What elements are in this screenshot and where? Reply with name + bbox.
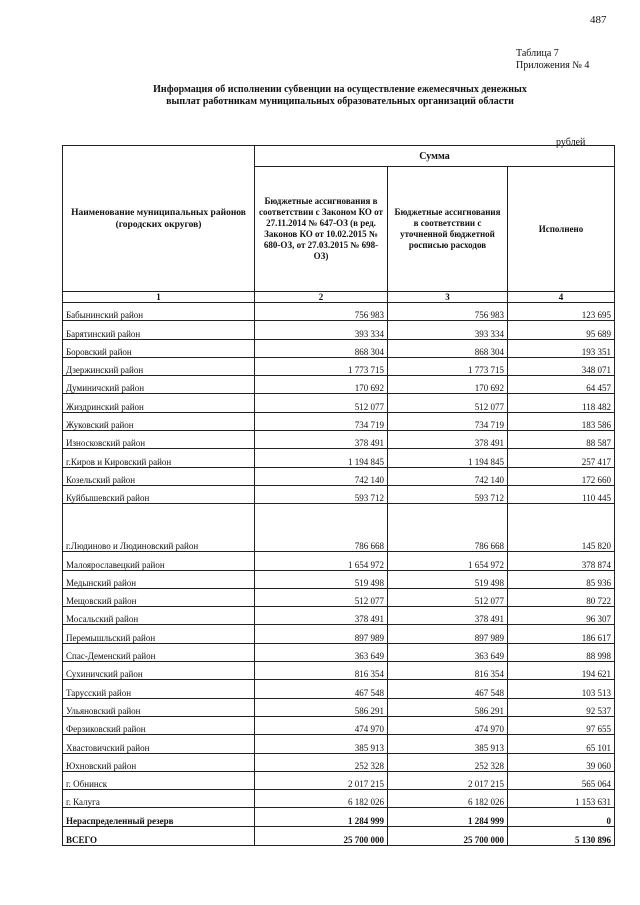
table-row — [63, 412, 615, 430]
table-row — [63, 449, 615, 467]
district-name-cell: Медынский район — [63, 570, 255, 588]
refined-allocation-cell: 868 304 — [388, 339, 508, 357]
executed-cell: 96 307 — [508, 607, 615, 625]
district-name-cell: Перемышльский район — [63, 625, 255, 643]
district-name-cell: г. Обнинск — [63, 771, 255, 789]
district-name-cell: г.Людиново и Людиновский район — [63, 504, 255, 552]
executed-cell: 123 695 — [508, 303, 615, 321]
district-name-cell: Спас-Деменский район — [63, 643, 255, 661]
subvention-table — [62, 145, 615, 846]
refined-allocation-cell: 786 668 — [388, 504, 508, 552]
refined-allocation-cell: 385 913 — [388, 735, 508, 753]
executed-cell: 145 820 — [508, 504, 615, 552]
table-ref-line1: Таблица 7 — [516, 48, 559, 59]
executed-cell: 193 351 — [508, 339, 615, 357]
district-name-cell: Думиничский район — [63, 376, 255, 394]
total-row — [63, 826, 615, 845]
table-row — [63, 607, 615, 625]
law-allocation-cell: 868 304 — [255, 339, 388, 357]
table-row — [63, 376, 615, 394]
reserve-row — [63, 808, 615, 826]
law-allocation-cell: 1 654 972 — [255, 552, 388, 570]
table-row — [63, 431, 615, 449]
law-allocation-cell: 756 983 — [255, 303, 388, 321]
refined-allocation-cell: 1 773 715 — [388, 357, 508, 375]
refined-allocation-cell: 6 182 026 — [388, 790, 508, 808]
column-index-row — [63, 292, 615, 303]
refined-allocation-cell: 170 692 — [388, 376, 508, 394]
refined-allocation-cell: 512 077 — [388, 394, 508, 412]
district-name-cell: Барятинский район — [63, 321, 255, 339]
executed-cell: 194 621 — [508, 662, 615, 680]
law-allocation-cell: 512 077 — [255, 394, 388, 412]
executed-cell: 65 101 — [508, 735, 615, 753]
executed-cell: 64 457 — [508, 376, 615, 394]
executed-cell: 95 689 — [508, 321, 615, 339]
executed-cell: 85 936 — [508, 570, 615, 588]
executed-cell: 80 722 — [508, 588, 615, 606]
law-allocation-cell: 593 712 — [255, 485, 388, 503]
refined-allocation-cell: 467 548 — [388, 680, 508, 698]
executed-cell: 97 655 — [508, 716, 615, 734]
law-allocation-cell: 252 328 — [255, 753, 388, 771]
executed-cell: 186 617 — [508, 625, 615, 643]
law-allocation-cell: 378 491 — [255, 431, 388, 449]
refined-allocation-cell: 363 649 — [388, 643, 508, 661]
law-allocation-cell: 170 692 — [255, 376, 388, 394]
district-name-cell: Дзержинский район — [63, 357, 255, 375]
law-allocation-cell: 467 548 — [255, 680, 388, 698]
header-law-allocations: Бюджетные ассигнования в соответствии с Законом КО от 27.11.2014 № 647-ОЗ (в ред. Законов КО от 10.02.2015 № 680-ОЗ, от 27.03.2015 № 698-ОЗ) — [255, 167, 388, 292]
law-allocation-cell: 25 700 000 — [255, 826, 388, 845]
district-name-cell: Износковский район — [63, 431, 255, 449]
refined-allocation-cell: 512 077 — [388, 588, 508, 606]
executed-cell: 565 064 — [508, 771, 615, 789]
executed-cell: 88 587 — [508, 431, 615, 449]
district-name-cell: г.Киров и Кировский район — [63, 449, 255, 467]
refined-allocation-cell: 734 719 — [388, 412, 508, 430]
district-name-cell: Жиздринский район — [63, 394, 255, 412]
executed-cell: 348 071 — [508, 357, 615, 375]
law-allocation-cell: 2 017 215 — [255, 771, 388, 789]
refined-allocation-cell: 474 970 — [388, 716, 508, 734]
district-name-cell: Нераспределенный резерв — [63, 808, 255, 826]
table-row — [63, 643, 615, 661]
refined-allocation-cell: 519 498 — [388, 570, 508, 588]
executed-cell: 172 660 — [508, 467, 615, 485]
district-name-cell: Юхновский район — [63, 753, 255, 771]
table-row — [63, 552, 615, 570]
table-row — [63, 570, 615, 588]
table-row — [63, 698, 615, 716]
table-row — [63, 716, 615, 734]
district-name-cell: Ферзиковский район — [63, 716, 255, 734]
refined-allocation-cell: 816 354 — [388, 662, 508, 680]
header-executed: Исполнено — [508, 167, 615, 292]
law-allocation-cell: 586 291 — [255, 698, 388, 716]
district-name-cell: Боровский район — [63, 339, 255, 357]
table-row — [63, 339, 615, 357]
table-row — [63, 321, 615, 339]
refined-allocation-cell: 897 989 — [388, 625, 508, 643]
district-name-cell: Малоярославецкий район — [63, 552, 255, 570]
law-allocation-cell: 1 284 999 — [255, 808, 388, 826]
law-allocation-cell: 897 989 — [255, 625, 388, 643]
refined-allocation-cell: 756 983 — [388, 303, 508, 321]
district-name-cell: Жуковский район — [63, 412, 255, 430]
refined-allocation-cell: 1 654 972 — [388, 552, 508, 570]
refined-allocation-cell: 586 291 — [388, 698, 508, 716]
law-allocation-cell: 363 649 — [255, 643, 388, 661]
executed-cell: 110 445 — [508, 485, 615, 503]
refined-allocation-cell: 252 328 — [388, 753, 508, 771]
law-allocation-cell: 512 077 — [255, 588, 388, 606]
table-row — [63, 680, 615, 698]
refined-allocation-cell: 378 491 — [388, 607, 508, 625]
refined-allocation-cell: 593 712 — [388, 485, 508, 503]
executed-cell: 103 513 — [508, 680, 615, 698]
column-index: 4 — [508, 292, 615, 303]
law-allocation-cell: 786 668 — [255, 504, 388, 552]
executed-cell: 378 874 — [508, 552, 615, 570]
unit-label: рублей — [556, 137, 586, 148]
law-allocation-cell: 1 194 845 — [255, 449, 388, 467]
executed-cell: 118 482 — [508, 394, 615, 412]
table-row — [63, 662, 615, 680]
executed-cell: 0 — [508, 808, 615, 826]
table-row — [63, 303, 615, 321]
table-row — [63, 485, 615, 503]
table-row — [63, 357, 615, 375]
law-allocation-cell: 734 719 — [255, 412, 388, 430]
executed-cell: 1 153 631 — [508, 790, 615, 808]
table-body — [63, 303, 615, 846]
law-allocation-cell: 6 182 026 — [255, 790, 388, 808]
refined-allocation-cell: 1 194 845 — [388, 449, 508, 467]
executed-cell: 39 060 — [508, 753, 615, 771]
district-name-cell: г. Калуга — [63, 790, 255, 808]
refined-allocation-cell: 742 140 — [388, 467, 508, 485]
executed-cell: 183 586 — [508, 412, 615, 430]
law-allocation-cell: 385 913 — [255, 735, 388, 753]
district-name-cell: ВСЕГО — [63, 826, 255, 845]
district-name-cell: Бабынинский район — [63, 303, 255, 321]
district-name-cell: Мосальский район — [63, 607, 255, 625]
executed-cell: 88 998 — [508, 643, 615, 661]
table-row — [63, 394, 615, 412]
refined-allocation-cell: 378 491 — [388, 431, 508, 449]
refined-allocation-cell: 1 284 999 — [388, 808, 508, 826]
district-name-cell: Мещовский район — [63, 588, 255, 606]
executed-cell: 92 537 — [508, 698, 615, 716]
district-name-cell: Тарусский район — [63, 680, 255, 698]
law-allocation-cell: 519 498 — [255, 570, 388, 588]
table-row — [63, 735, 615, 753]
law-allocation-cell: 816 354 — [255, 662, 388, 680]
law-allocation-cell: 474 970 — [255, 716, 388, 734]
refined-allocation-cell: 393 334 — [388, 321, 508, 339]
document-title: Информация об исполнении субвенции на осуществление ежемесячных денежных выплат работникам муниципальных образовательных организаций области — [153, 84, 527, 107]
table-ref-line2: Приложения № 4 — [516, 60, 590, 71]
law-allocation-cell: 393 334 — [255, 321, 388, 339]
header-refined-allocations: Бюджетные ассигнования в соответствии с уточненной бюджетной росписью расходов — [388, 167, 508, 292]
law-allocation-cell: 378 491 — [255, 607, 388, 625]
table-row — [63, 467, 615, 485]
table-row — [63, 790, 615, 808]
refined-allocation-cell: 25 700 000 — [388, 826, 508, 845]
table-row — [63, 625, 615, 643]
header-district-name: Наименование муниципальных районов (городских округов) — [63, 146, 255, 292]
page-number: 487 — [590, 14, 607, 26]
law-allocation-cell: 742 140 — [255, 467, 388, 485]
law-allocation-cell: 1 773 715 — [255, 357, 388, 375]
table-row — [63, 771, 615, 789]
table-row — [63, 504, 615, 552]
table-row — [63, 753, 615, 771]
column-index: 3 — [388, 292, 508, 303]
header-sum: Сумма — [255, 146, 615, 167]
district-name-cell: Хвастовичский район — [63, 735, 255, 753]
district-name-cell: Ульяновский район — [63, 698, 255, 716]
district-name-cell: Сухиничский район — [63, 662, 255, 680]
district-name-cell: Куйбышевский район — [63, 485, 255, 503]
district-name-cell: Козельский район — [63, 467, 255, 485]
table-row — [63, 588, 615, 606]
column-index: 1 — [63, 292, 255, 303]
column-index: 2 — [255, 292, 388, 303]
executed-cell: 257 417 — [508, 449, 615, 467]
refined-allocation-cell: 2 017 215 — [388, 771, 508, 789]
table-reference — [516, 48, 589, 72]
executed-cell: 5 130 896 — [508, 826, 615, 845]
